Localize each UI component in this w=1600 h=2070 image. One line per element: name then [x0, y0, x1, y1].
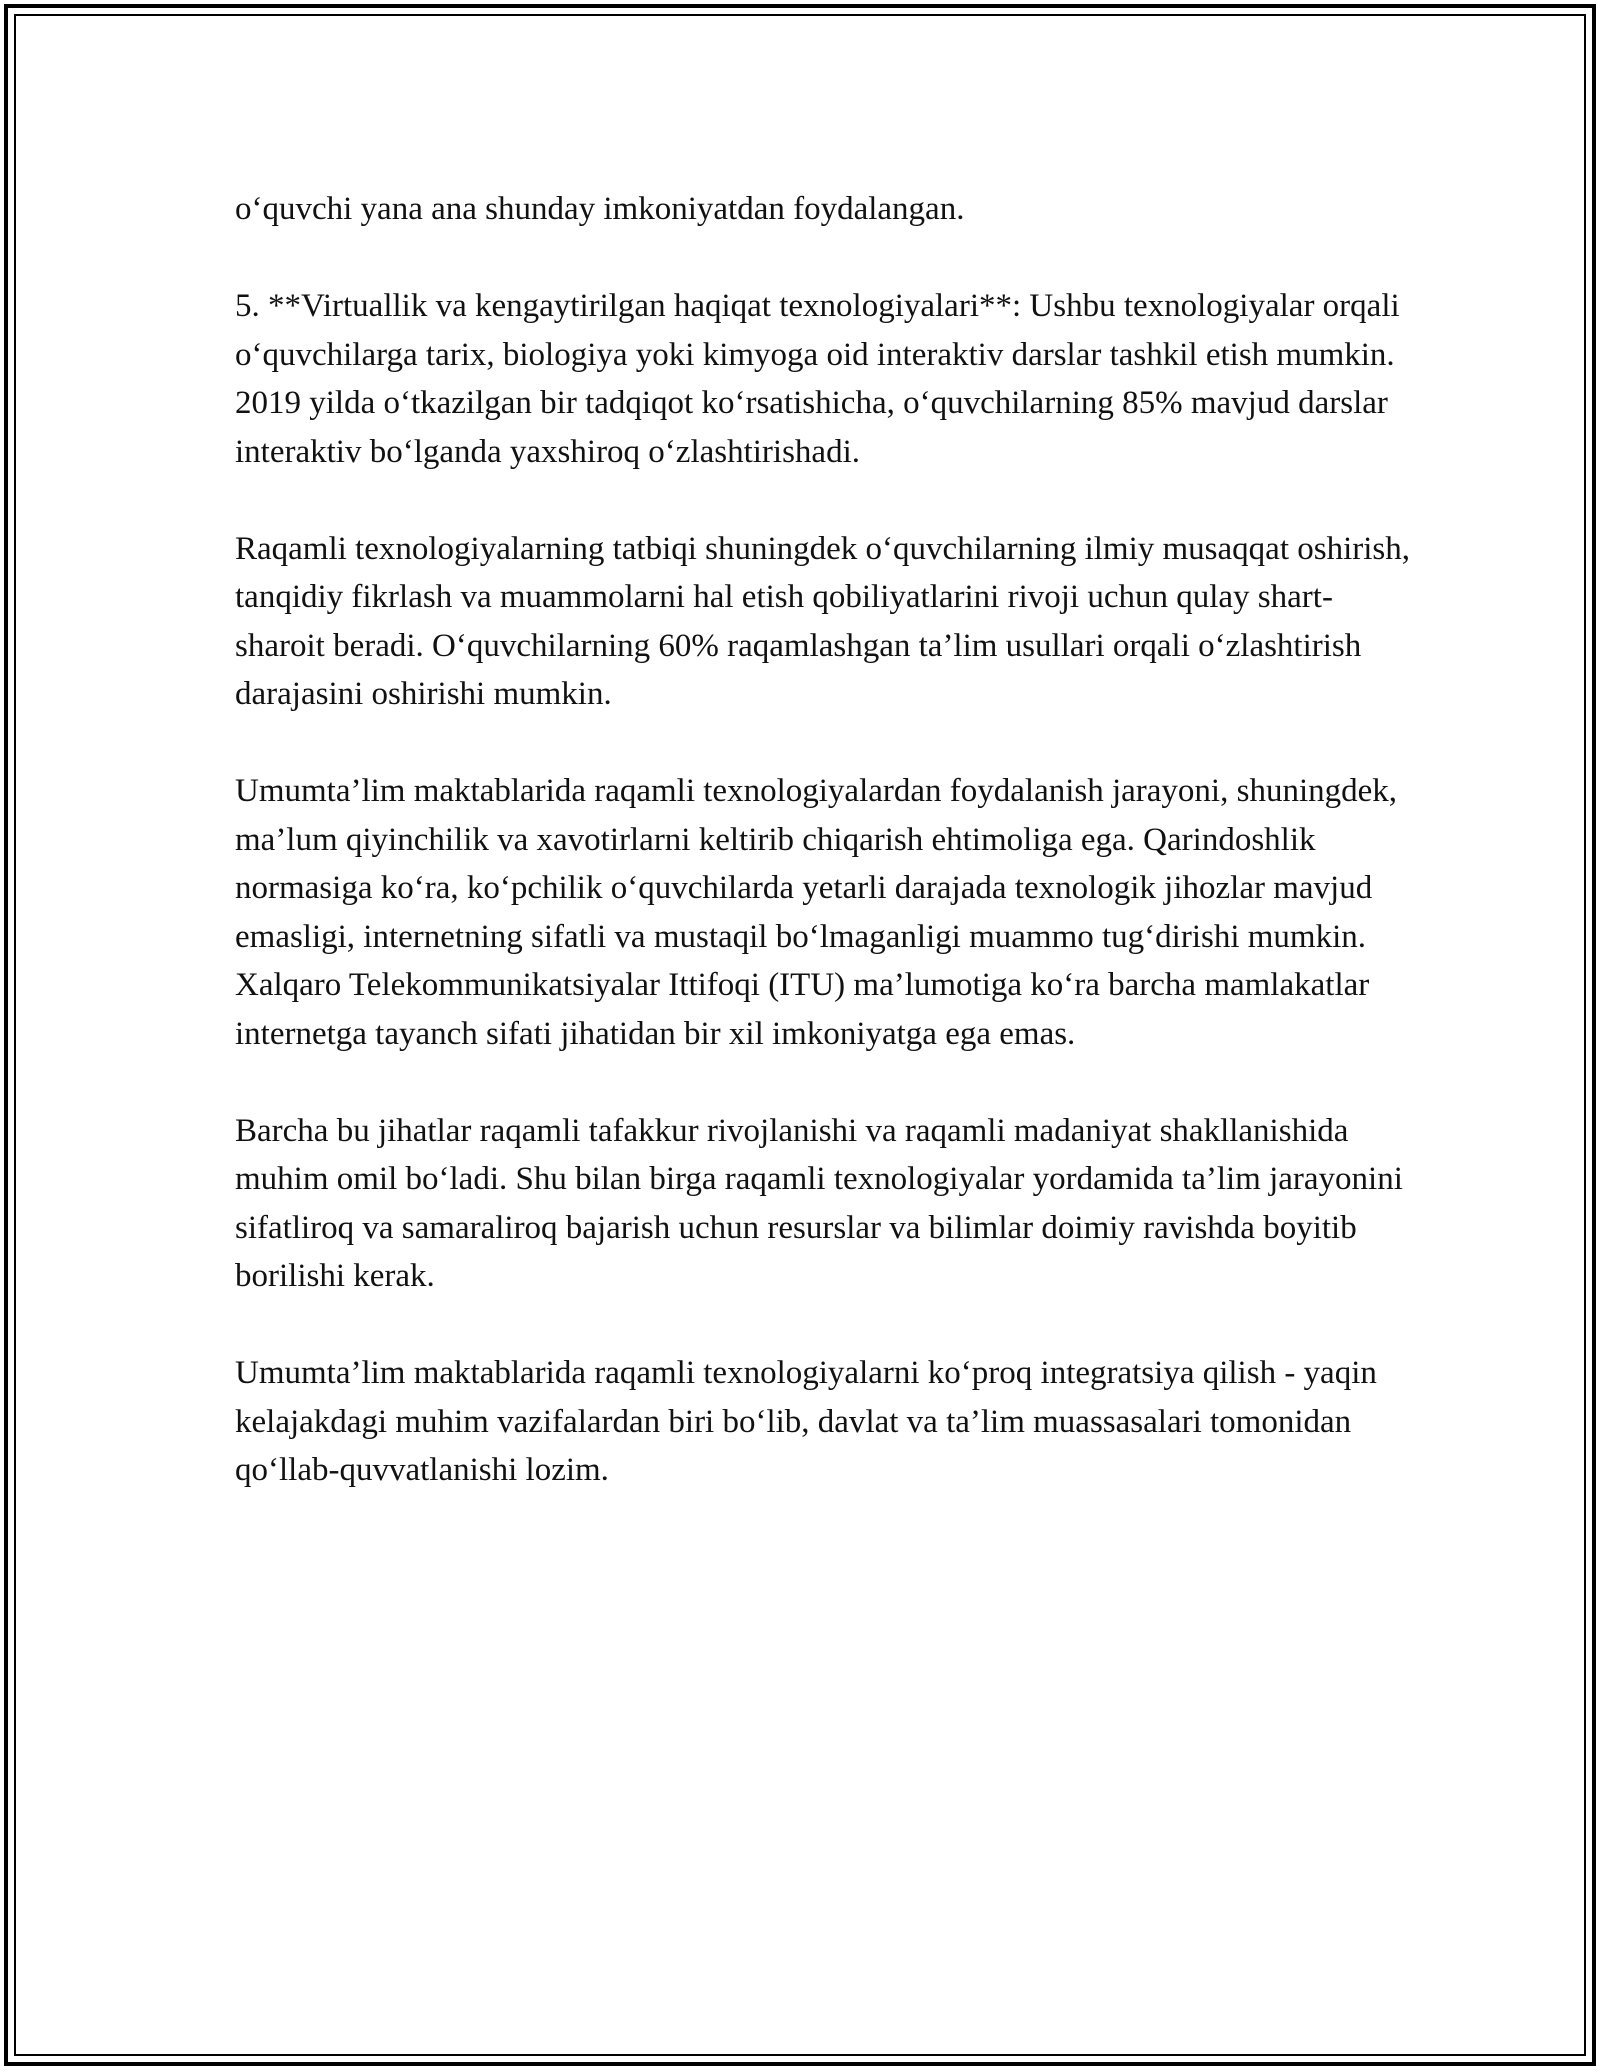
- paragraph-digital-culture: Barcha bu jihatlar raqamli tafakkur rivojlanishi va raqamli madaniyat shakllanishida muhim omil bo‘ladi. Shu bilan birga raqamli texnologiyalar yordamida ta’lim jarayonini sifatliroq va samaraliroq bajarish uchun resurslar va bilimlar doimiy ravishda boyitib borilishi kerak.: [235, 1112, 1403, 1294]
- paragraph-challenges: Umumta’lim maktablarida raqamli texnologiyalardan foydalanish jarayoni, shuningdek, ma’lum qiyinchilik va xavotirlarni keltirib chiqarish ehtimoliga ega. Qarindoshlik normasiga ko‘ra, ko‘pchilik o‘quvchilarda yetarli darajada texnologik jihozlar mavjud emasligi, internetning sifatli va mustaqil bo‘lmaganligi muammo tug‘dirishi mumkin. Xalqaro Telekommunikatsiyalar Ittifoqi (ITU) ma’lumotiga ko‘ra barcha mamlakatlar internetga tayanch sifati jihatidan bir xil imkoniyatga ega emas.: [235, 773, 1398, 1052]
- paragraph-integration: Umumta’lim maktablarida raqamli texnologiyalarni ko‘proq integratsiya qilish - yaqin kelajakdagi muhim vazifalardan biri bo‘lib, davlat va ta’lim muassasalari tomonidan qo‘llab-quvvatlanishi lozim.: [235, 1355, 1377, 1488]
- document-body: [235, 185, 1415, 1543]
- paragraph-digital-tech-application: Raqamli texnologiyalarning tatbiqi shuningdek o‘quvchilarning ilmiy musaqqat oshirish, tanqidiy fikrlash va muammolarni hal etish qobiliyatlarini rivoji uchun qulay shart-sharoit beradi. O‘quvchilarning 60% raqamlashgan ta’lim usullari orqali o‘zlashtirish darajasini oshirishi mumkin.: [235, 530, 1410, 712]
- paragraph-continuation: o‘quvchi yana ana shunday imkoniyatdan foydalangan.: [235, 191, 965, 227]
- paragraph-virtual-reality: 5. **Virtuallik va kengaytirilgan haqiqat texnologiyalari**: Ushbu texnologiyalar orqali o‘quvchilarga tarix, biologiya yoki kimyoga oid interaktiv darslar tashkil etish mumkin. 2019 yilda o‘tkazilgan bir tadqiqot ko‘rsatishicha, o‘quvchilarning 85% mavjud darslar interaktiv bo‘lganda yaxshiroq o‘zlashtirishadi.: [235, 288, 1400, 470]
